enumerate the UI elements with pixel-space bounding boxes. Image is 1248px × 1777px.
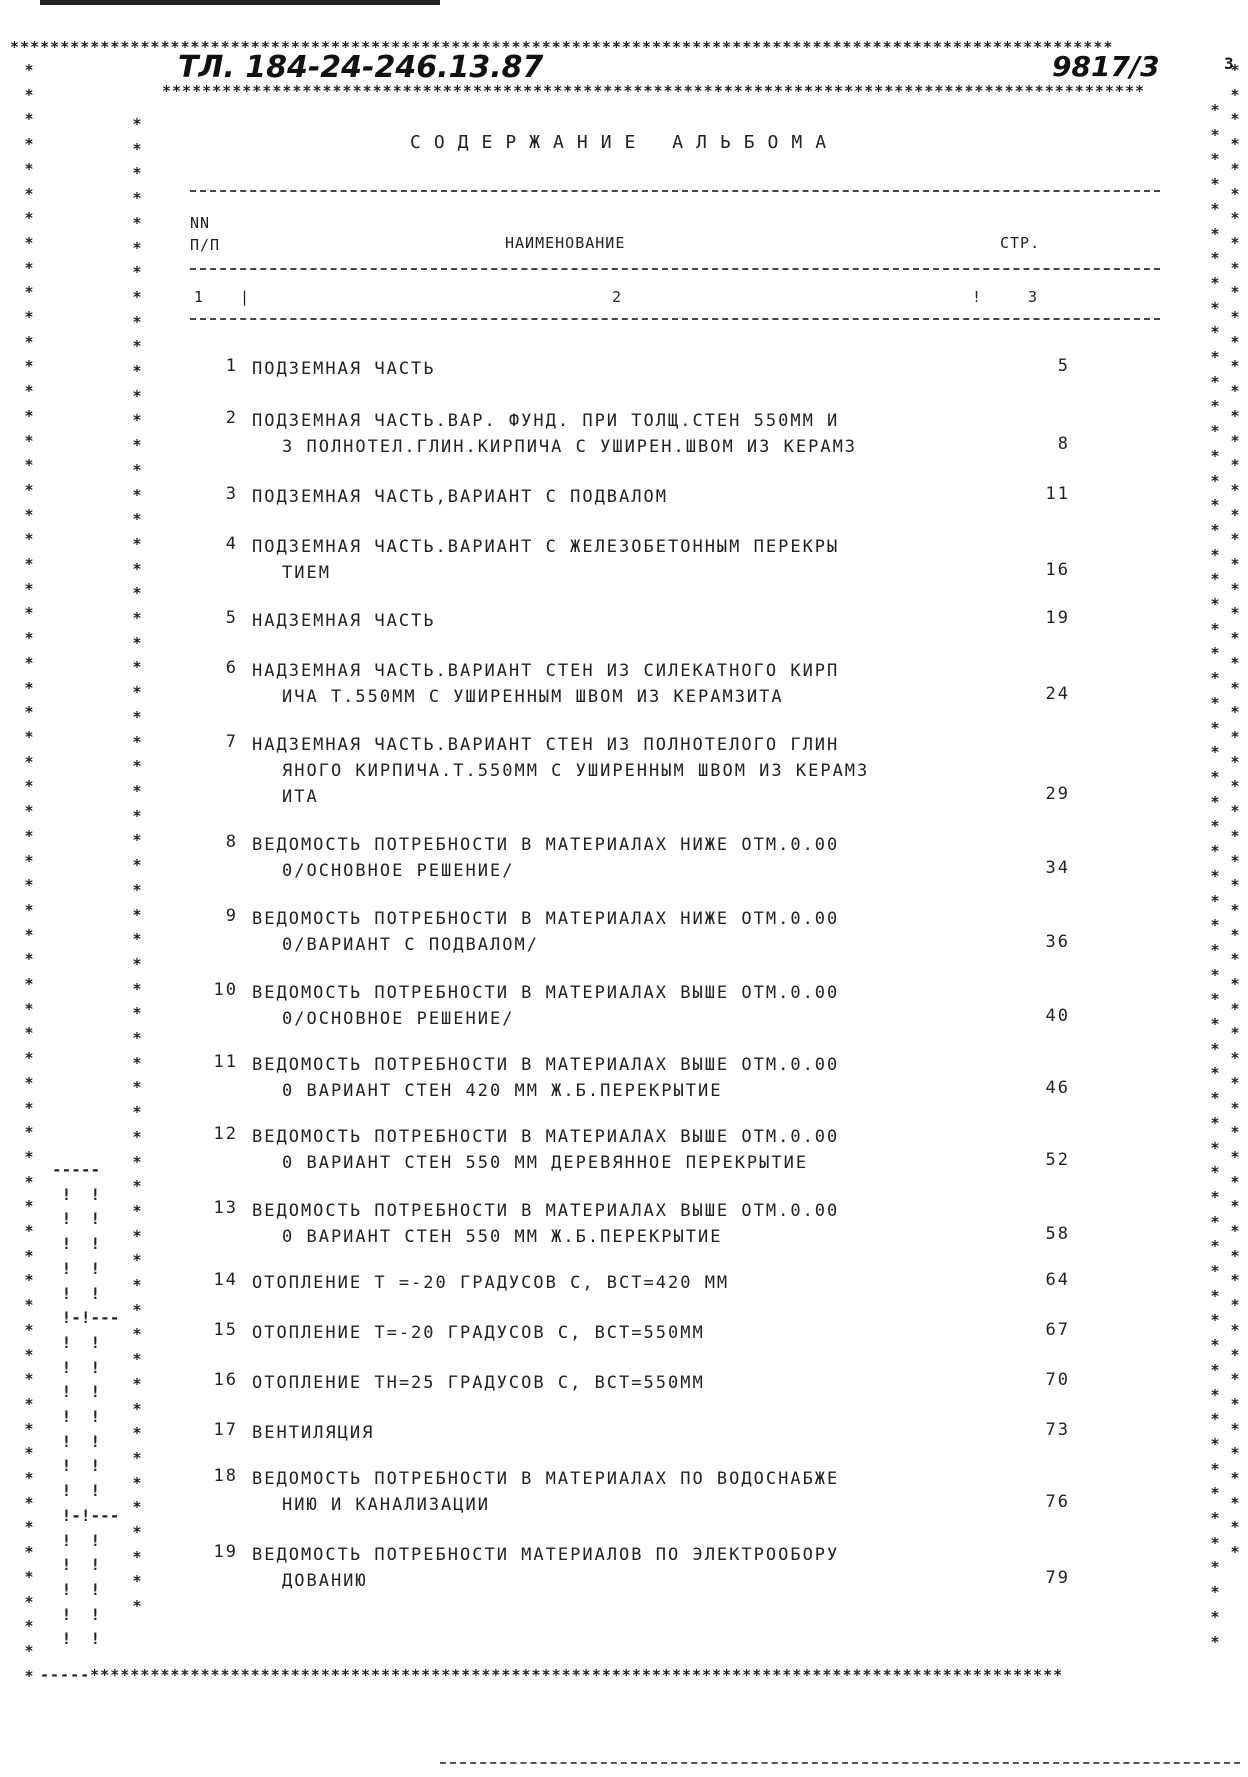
toc-item-title bbox=[252, 1320, 972, 1346]
col-header-page: СТР. bbox=[1000, 234, 1041, 252]
toc-item-title bbox=[252, 408, 972, 460]
toc-item-number: 2 bbox=[225, 408, 238, 428]
toc-item bbox=[190, 534, 1070, 586]
top-edge-bar bbox=[40, 0, 440, 5]
toc-item bbox=[190, 608, 1070, 634]
toc-item-line: 0 ВАРИАНТ СТЕН 550 ММ Ж.Б.ПЕРЕКРЫТИЕ bbox=[282, 1227, 723, 1247]
toc-item-page: 29 bbox=[1045, 784, 1070, 804]
toc-item-page: 76 bbox=[1045, 1492, 1070, 1512]
toc-item-line: ВЕДОМОСТЬ ПОТРЕБНОСТИ В МАТЕРИАЛАХ ВЫШЕ ОТМ.0.00 bbox=[252, 1055, 840, 1075]
toc-item-title bbox=[252, 1124, 972, 1176]
toc-item bbox=[190, 832, 1070, 884]
toc-item-line: ИТА bbox=[282, 787, 319, 807]
toc-item bbox=[190, 980, 1070, 1032]
toc-item-title bbox=[252, 534, 972, 586]
toc-item-number: 7 bbox=[225, 732, 238, 752]
toc-item-page: 11 bbox=[1045, 484, 1070, 504]
toc-item-line: НАДЗЕМНАЯ ЧАСТЬ.ВАРИАНТ СТЕН ИЗ ПОЛНОТЕЛОГО ГЛИН bbox=[252, 735, 840, 755]
toc-item-line: ВЕДОМОСТЬ ПОТРЕБНОСТИ В МАТЕРИАЛАХ НИЖЕ ОТМ.0.00 bbox=[252, 835, 840, 855]
toc-item-number: 14 bbox=[213, 1270, 238, 1290]
toc-item-line: ОТОПЛЕНИЕ Т=-20 ГРАДУСОВ С, ВСТ=550ММ bbox=[252, 1323, 705, 1343]
toc-item-line: ПОДЗЕМНАЯ ЧАСТЬ.ВАР. ФУНД. ПРИ ТОЛЩ.СТЕН 550ММ И bbox=[252, 411, 840, 431]
toc-item-page: 34 bbox=[1045, 858, 1070, 878]
toc-item-page: 40 bbox=[1045, 1006, 1070, 1026]
col-index-2: 2 bbox=[612, 288, 623, 306]
toc-item-number: 19 bbox=[213, 1542, 238, 1562]
col-index-1: 1 bbox=[194, 288, 205, 306]
toc-item bbox=[190, 1370, 1070, 1396]
col-sep-1: | bbox=[240, 288, 251, 306]
toc-item-number: 11 bbox=[213, 1052, 238, 1072]
toc-item-line: ПОДЗЕМНАЯ ЧАСТЬ bbox=[252, 359, 436, 379]
toc-item-title bbox=[252, 1466, 972, 1518]
toc-item-line: 0/ВАРИАНТ С ПОДВАЛОМ/ bbox=[282, 935, 539, 955]
toc-item-title bbox=[252, 484, 972, 510]
toc-item-number: 13 bbox=[213, 1198, 238, 1218]
toc-item-number: 5 bbox=[225, 608, 238, 628]
toc-item-line: З ПОЛНОТЕЛ.ГЛИН.КИРПИЧА С УШИРЕН.ШВОМ ИЗ КЕРАМЗ bbox=[282, 437, 858, 457]
toc-item-title bbox=[252, 1420, 972, 1446]
toc-item-number: 18 bbox=[213, 1466, 238, 1486]
toc-item-title bbox=[252, 732, 972, 810]
toc-item-number: 1 bbox=[225, 356, 238, 376]
toc-item-page: 36 bbox=[1045, 932, 1070, 952]
toc-item bbox=[190, 1420, 1070, 1446]
toc-item-page: 67 bbox=[1045, 1320, 1070, 1340]
col-header-name: НАИМЕНОВАНИЕ bbox=[505, 234, 626, 252]
toc-item-line: ОТОПЛЕНИЕ ТН=25 ГРАДУСОВ С, ВСТ=550ММ bbox=[252, 1373, 705, 1393]
bottom-edge-rule bbox=[440, 1762, 1240, 1764]
toc-item-line: 0/ОСНОВНОЕ РЕШЕНИЕ/ bbox=[282, 1009, 515, 1029]
table-rule-bottom bbox=[190, 318, 1160, 320]
border-left-outer: * * * * * * * * * * * * * * * * * * * * * * * * * * * * * * * * * * * * * * * * * * * * * * * * * * * * * * * * * * * * * * * * * * bbox=[24, 61, 34, 1685]
border-right-outer: * * * * * * * * * * * * * * * * * * * * * * * * * * * * * * * * * * * * * * * * * * * * * * * * * * * * * * * * * * * * * bbox=[1230, 61, 1240, 1562]
toc-item-line: ТИЕМ bbox=[282, 563, 331, 583]
toc-item-page: 24 bbox=[1045, 684, 1070, 704]
toc-item bbox=[190, 1270, 1070, 1296]
toc-item bbox=[190, 1542, 1070, 1594]
binding-stub: ----- ! ! ! ! ! ! ! ! ! ! !-!--- ! ! ! ! ! ! ! ! ! ! ! ! ! ! !-!--- ! ! ! ! ! ! ! ! ! ! bbox=[52, 1160, 120, 1649]
toc-item-title bbox=[252, 832, 972, 884]
toc-item-page: 5 bbox=[1057, 356, 1070, 376]
toc-item-number: 15 bbox=[213, 1320, 238, 1340]
toc-item-page: 8 bbox=[1057, 434, 1070, 454]
toc-item-title bbox=[252, 1542, 972, 1594]
toc-item-line: ВЕДОМОСТЬ ПОТРЕБНОСТИ В МАТЕРИАЛАХ ПО ВОДОСНАБЖЕ bbox=[252, 1469, 840, 1489]
toc-item-line: ПОДЗЕМНАЯ ЧАСТЬ,ВАРИАНТ С ПОДВАЛОМ bbox=[252, 487, 668, 507]
toc-item-number: 10 bbox=[213, 980, 238, 1000]
toc-item bbox=[190, 658, 1070, 710]
toc-item-page: 73 bbox=[1045, 1420, 1070, 1440]
toc-item-line: ИЧА Т.550ММ С УШИРЕННЫМ ШВОМ ИЗ КЕРАМЗИТА bbox=[282, 687, 784, 707]
album-title: СОДЕРЖАНИЕ АЛЬБОМА bbox=[410, 132, 840, 153]
toc-item-title bbox=[252, 1370, 972, 1396]
toc-item-line: 0/ОСНОВНОЕ РЕШЕНИЕ/ bbox=[282, 861, 515, 881]
toc-item-page: 52 bbox=[1045, 1150, 1070, 1170]
toc-item-number: 16 bbox=[213, 1370, 238, 1390]
toc-item-title bbox=[252, 980, 972, 1032]
toc-item-page: 46 bbox=[1045, 1078, 1070, 1098]
toc-item-page: 70 bbox=[1045, 1370, 1070, 1390]
toc-item-line: 0 ВАРИАНТ СТЕН 550 ММ ДЕРЕВЯННОЕ ПЕРЕКРЫТИЕ bbox=[282, 1153, 809, 1173]
border-left-inner: * * * * * * * * * * * * * * * * * * * * * * * * * * * * * * * * * * * * * * * * * * * * * * * * * * * * * * * * * * * * * bbox=[132, 115, 142, 1616]
toc-item-page: 58 bbox=[1045, 1224, 1070, 1244]
toc-item-page: 16 bbox=[1045, 560, 1070, 580]
toc-item-page: 19 bbox=[1045, 608, 1070, 628]
toc-item-title bbox=[252, 608, 972, 634]
toc-item bbox=[190, 1052, 1070, 1104]
toc-item-number: 8 bbox=[225, 832, 238, 852]
toc-item-title bbox=[252, 658, 972, 710]
toc-item-line: НИЮ И КАНАЛИЗАЦИИ bbox=[282, 1495, 490, 1515]
toc-item bbox=[190, 1198, 1070, 1250]
toc-item bbox=[190, 484, 1070, 510]
border-under-header: ************************************************************************************************** bbox=[162, 82, 1146, 100]
col-index-3: 3 bbox=[1028, 288, 1039, 306]
toc-item bbox=[190, 356, 1070, 382]
toc-item-line: ВЕДОМОСТЬ ПОТРЕБНОСТИ В МАТЕРИАЛАХ ВЫШЕ ОТМ.0.00 bbox=[252, 1127, 840, 1147]
border-bottom: -----************************************************************************************************* bbox=[40, 1666, 1064, 1684]
toc-item bbox=[190, 408, 1070, 460]
toc-item-number: 3 bbox=[225, 484, 238, 504]
toc-item-title bbox=[252, 1270, 972, 1296]
toc-item-line: ВЕДОМОСТЬ ПОТРЕБНОСТИ В МАТЕРИАЛАХ ВЫШЕ ОТМ.0.00 bbox=[252, 1201, 840, 1221]
toc-item-line: ВЕДОМОСТЬ ПОТРЕБНОСТИ В МАТЕРИАЛАХ НИЖЕ ОТМ.0.00 bbox=[252, 909, 840, 929]
toc-item-line: НАДЗЕМНАЯ ЧАСТЬ.ВАРИАНТ СТЕН ИЗ СИЛЕКАТНОГО КИРП bbox=[252, 661, 840, 681]
toc-item-line: ВЕДОМОСТЬ ПОТРЕБНОСТИ В МАТЕРИАЛАХ ВЫШЕ ОТМ.0.00 bbox=[252, 983, 840, 1003]
toc-item-title bbox=[252, 906, 972, 958]
col-sep-2: ! bbox=[972, 288, 983, 306]
toc-item-line: НАДЗЕМНАЯ ЧАСТЬ bbox=[252, 611, 436, 631]
table-rule-mid bbox=[190, 268, 1160, 270]
toc-item-number: 6 bbox=[225, 658, 238, 678]
border-top-outer: ************************************************************************************************************** bbox=[10, 38, 1114, 56]
page-number: 3 bbox=[1224, 54, 1234, 73]
toc-item-title bbox=[252, 1052, 972, 1104]
toc-item bbox=[190, 1466, 1070, 1518]
toc-item bbox=[190, 906, 1070, 958]
col-header-number: NN П/П bbox=[190, 214, 221, 254]
toc-item bbox=[190, 732, 1070, 810]
toc-item-number: 17 bbox=[213, 1420, 238, 1440]
toc-item-number: 4 bbox=[225, 534, 238, 554]
toc-item-number: 9 bbox=[225, 906, 238, 926]
document-number: 9817/3 bbox=[1052, 50, 1160, 83]
toc-item-line: ОТОПЛЕНИЕ Т =-20 ГРАДУСОВ С, ВСТ=420 ММ bbox=[252, 1273, 730, 1293]
toc-item bbox=[190, 1320, 1070, 1346]
toc-item-title bbox=[252, 1198, 972, 1250]
table-rule-top bbox=[190, 190, 1160, 192]
toc-item-page: 79 bbox=[1045, 1568, 1070, 1588]
toc-item-number: 12 bbox=[213, 1124, 238, 1144]
toc-item-page: 64 bbox=[1045, 1270, 1070, 1290]
toc-item-line: ВЕНТИЛЯЦИЯ bbox=[252, 1423, 375, 1443]
toc-item-line: ВЕДОМОСТЬ ПОТРЕБНОСТИ МАТЕРИАЛОВ ПО ЭЛЕКТРООБОРУ bbox=[252, 1545, 840, 1565]
toc-item-line: ПОДЗЕМНАЯ ЧАСТЬ.ВАРИАНТ С ЖЕЛЕЗОБЕТОННЫМ ПЕРЕКРЫ bbox=[252, 537, 840, 557]
border-right-inner: * * * * * * * * * * * * * * * * * * * * * * * * * * * * * * * * * * * * * * * * * * * * * * * * * * * * * * * * * * * * * * * bbox=[1210, 101, 1220, 1651]
toc-item-line: 0 ВАРИАНТ СТЕН 420 ММ Ж.Б.ПЕРЕКРЫТИЕ bbox=[282, 1081, 723, 1101]
toc-item-line: ДОВАНИЮ bbox=[282, 1571, 368, 1591]
toc-item-title bbox=[252, 356, 972, 382]
toc-item bbox=[190, 1124, 1070, 1176]
document-code: ТЛ. 184-24-246.13.87 bbox=[178, 50, 544, 85]
toc-item-line: ЯНОГО КИРПИЧА.Т.550ММ С УШИРЕННЫМ ШВОМ ИЗ КЕРАМЗ bbox=[282, 761, 870, 781]
